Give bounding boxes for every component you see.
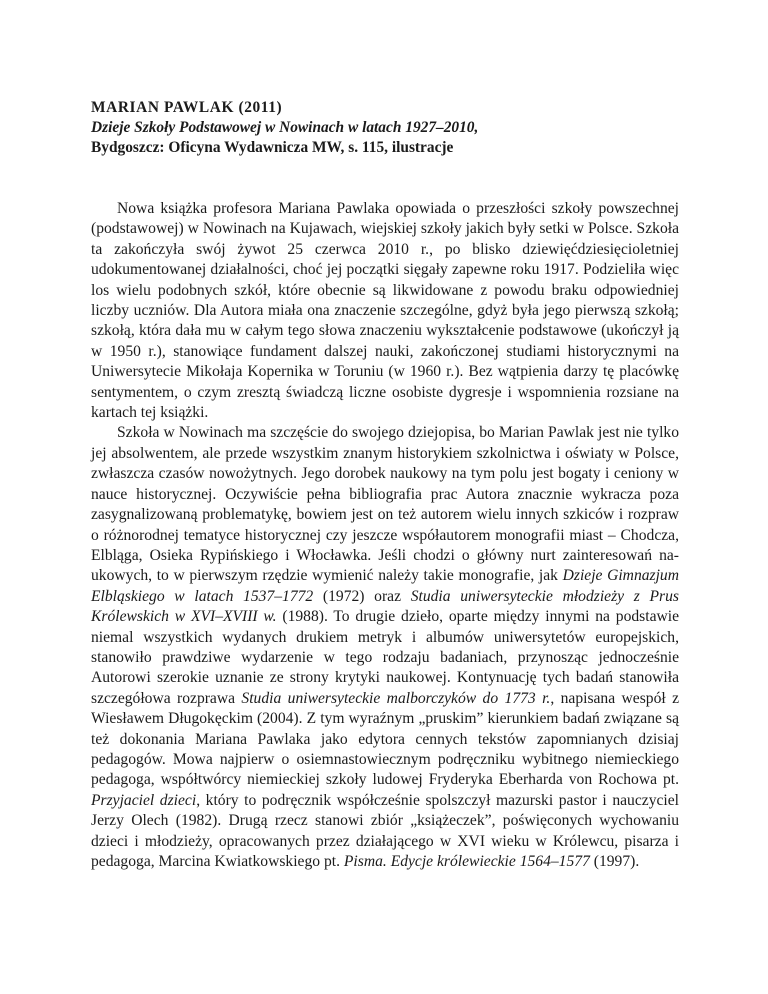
paragraph-2 xyxy=(91,423,679,872)
book-title: Dzieje Szkoły Podstawowej w Nowinach w latach 1927–2010, xyxy=(91,119,479,136)
cited-title: Dzieje Gimnazjum Elbląskiego w latach 1537–1772 xyxy=(91,567,679,605)
author-line: MARIAN PAWLAK (2011) xyxy=(91,99,283,116)
cited-title: Przyjaciel dzieci xyxy=(91,791,197,809)
paragraph-text: , napisana wespół z Wiesławem Długokęckim (2004). Z tym wyraźnym „pruskim” kierunkiem badań związane są też dokonania Mariana Pawlaka jako edytora cennych tekstów zapomnianych dzisiaj pedagogów. Mowa najpierw o osiemnastowiecznym podręczniku wybitnego niemieckiego pedagoga, współtwórcy niemieckiej szkoły ludowej Fryderyka Eberharda von Rochowa pt. xyxy=(91,689,680,789)
review-page xyxy=(91,98,679,872)
review-header xyxy=(91,98,679,158)
cited-title: Studia uniwersyteckie malborczyków do 1773 r. xyxy=(241,689,551,707)
publication-info: Bydgoszcz: Oficyna Wydawnicza MW, s. 115, ilustracje xyxy=(91,139,454,156)
paragraph-text: Nowa książka profesora Mariana Pawlaka opowiada o przeszłości szkoły powszechnej (podstawowej) w Nowinach na Kujawach, wiejskiej szkoły jakich były setki w Polsce. Szkoła ta zakończyła swój żywot 25 czerwca 2010 r., po blisko dziewięćdziesięcioletniej udokumentowanej działalności, choć jej początki sięgały zapewne roku 1917. Podzieliła więc los wielu podobnych szkół, które obecnie są likwidowane z powodu braku odpowiedniej liczby uczniów. Dla Autora miała ona znaczenie szczególne, gdyż była jego pierwszą szkołą; szkołą, która dała mu w całym tego słowa znaczeniu wykształcenie podstawowe (ukończył ją w 1950 r.), stanowiące fundament dalszej nauki, zakończonej studiami historycznymi na Uniwersytecie Mikołaja Kopernika w Toruniu (w 1960 r.). Bez wątpienia darzy tę placówkę sentymentem, o czym zresztą świadczą liczne osobiste dygresje i wspomnienia rozsiane na kartach tej książki. xyxy=(91,200,679,422)
cited-title: Pisma. Edycje królewieckie 1564–1577 xyxy=(343,853,590,870)
paragraph-text: Szkoła w Nowinach ma szczęście do swojego dziejopisa, bo Marian Pawlak jest nie tylko jej absolwentem, ale przede wszystkim znanym historykiem szkolnictwa i oświaty w Polsce, zwłaszcza czasów nowożytnych. Jego dorobek naukowy na tym polu jest bogaty i ceniony w nauce historycznej. Oczywiście pełna bibliografia prac Autora znacznie wykracza poza zasygnalizowaną problematykę, bowiem jest on też autorem wielu innych szkiców i rozpraw o różnorodnej tematyce historycznej czy jeszcze współautorem monografii miast – Chodcza, Elbląga, Osieka Rypińskiego i Włocławka. Jeśli chodzi o główny nurt zainteresowań naukowych, to w pierwszym rzędzie wymienić należy takie monografie, jak xyxy=(91,424,679,585)
paragraph-text: (1972) oraz xyxy=(313,587,411,605)
paragraph-text: (1988). To drugie dzieło, oparte między innymi na podstawie niemal wszystkich wydanych drukiem metryk i albumów uniwersytetów europejskich, stanowiło prawdziwe wydarzenie w tego rodzaju badaniach, przynosząc jednocześnie Autorowi szerokie uznanie ze strony krytyki naukowej. Kontynuację tych badań stanowiła szczegółowa rozprawa xyxy=(91,608,679,707)
paragraph-text: , który to podręcznik współcześnie spolszczył mazurski pastor i nauczyciel Jerzy Olech (1982). Drugą rzecz stanowi zbiór „książeczek”, poświęconych wychowaniu dzieci i młodzieży, opracowanych przez działającego w XVI wieku w Królewcu, pisarza i pedagoga, Marcina Kwiatkowskiego pt. xyxy=(91,791,679,870)
paragraph-text: (1997). xyxy=(589,853,640,870)
review-body xyxy=(91,199,679,872)
paragraph-1 xyxy=(91,199,679,423)
cited-title: Studia uniwersyteckie młodzieży z Prus Królewskich w XVI–XVIII w. xyxy=(91,587,679,626)
